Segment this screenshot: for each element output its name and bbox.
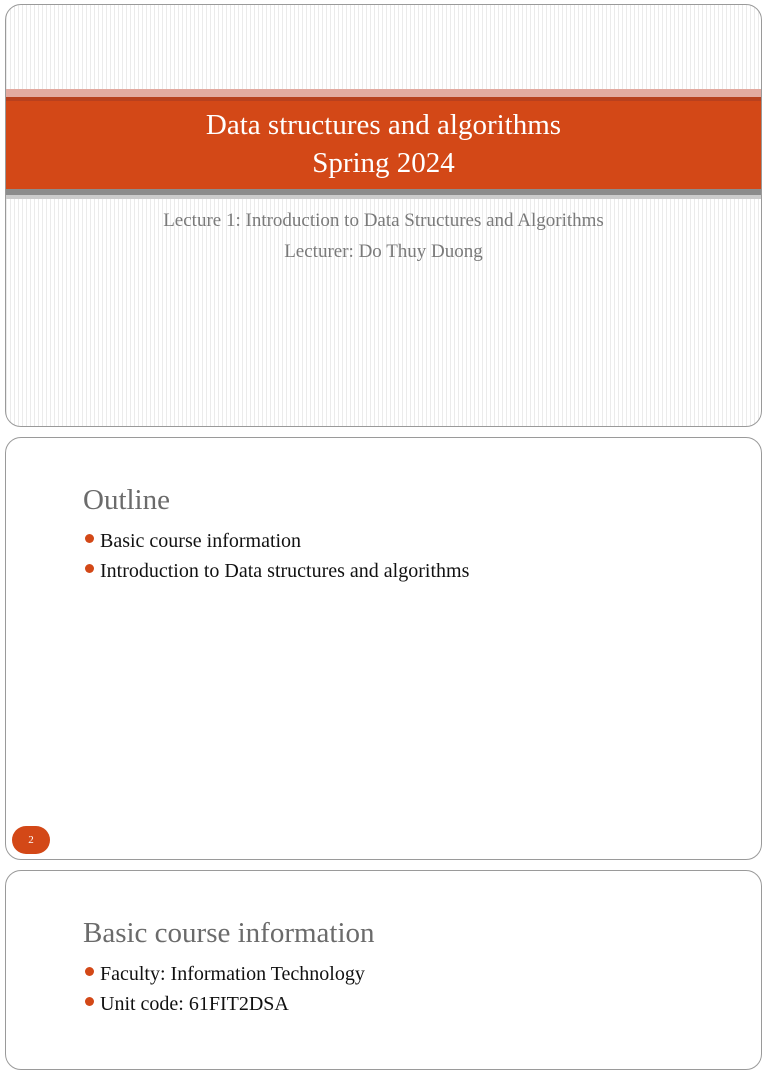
list-item (83, 526, 469, 556)
bullet-list (83, 526, 469, 586)
list-item (83, 989, 365, 1019)
bullet-text: Unit code: 61FIT2DSA (100, 993, 289, 1015)
title-band (6, 101, 761, 189)
subtitle-line-lecture: Lecture 1: Introduction to Data Structures and Algorithms (163, 210, 604, 231)
title-slide (5, 4, 762, 427)
bullet-icon (85, 997, 94, 1006)
bullet-icon (85, 564, 94, 573)
slide-title-line-2: Spring 2024 (312, 147, 455, 179)
slide-heading: Outline (83, 484, 170, 516)
page-number-badge: 2 (12, 826, 50, 854)
bullet-text: Faculty: Information Technology (100, 963, 365, 985)
slide-title-line-1: Data structures and algorithms (205, 109, 562, 141)
bullet-text: Introduction to Data structures and algorithms (100, 560, 470, 582)
bullet-list (83, 959, 365, 1019)
bullet-text: Basic course information (100, 530, 302, 552)
list-item (83, 959, 365, 989)
slide-heading: Basic course information (83, 917, 375, 949)
title-band-top-accent (6, 89, 761, 97)
title-band-bottom-line (6, 195, 761, 199)
course-info-slide (5, 870, 762, 1070)
list-item (83, 556, 469, 586)
bullet-icon (85, 534, 94, 543)
bullet-icon (85, 967, 94, 976)
slide-subtitle (6, 205, 761, 267)
subtitle-line-lecturer: Lecturer: Do Thuy Duong (284, 241, 483, 262)
outline-slide (5, 437, 762, 860)
